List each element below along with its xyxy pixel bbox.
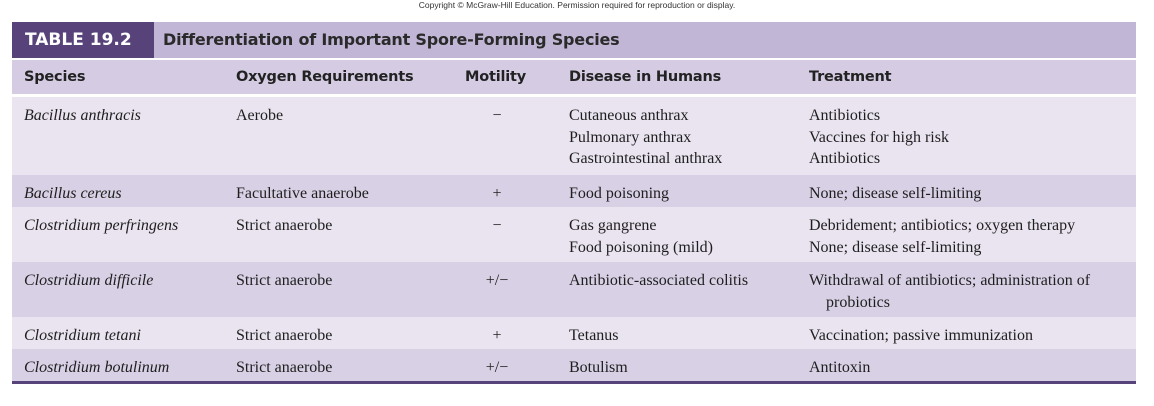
table-row: [12, 97, 1136, 175]
cell-disease: [569, 105, 722, 170]
cell-line: Withdrawal of antibiotics; administration of: [809, 272, 1091, 289]
table-row: [12, 262, 1136, 317]
cell-oxygen: Strict anaerobe: [236, 327, 333, 344]
table-row: [12, 349, 1136, 381]
cell-oxygen: Strict anaerobe: [236, 217, 333, 234]
cell-line: Food poisoning (mild): [569, 238, 714, 256]
cell-motility: +/−: [485, 272, 509, 289]
cell-motility: +: [492, 327, 502, 344]
copyright-notice: Copyright © McGraw-Hill Education. Permission required for reproduction or display.: [418, 0, 736, 10]
cell-motility: −: [492, 217, 502, 234]
cell-line: Antibiotics: [809, 107, 881, 124]
cell-motility: +/−: [485, 359, 509, 376]
table-number: TABLE 19.2: [12, 22, 154, 58]
cell-line: Cutaneous anthrax: [569, 107, 689, 124]
table-header-row: [12, 60, 1136, 97]
cell-treatment: [809, 183, 981, 205]
cell-treatment: [809, 270, 1090, 313]
cell-line: None; disease self-limiting: [809, 238, 982, 256]
cell-line: Vaccines for high risk: [809, 128, 949, 146]
cell-oxygen: Facultative anaerobe: [236, 185, 369, 202]
cell-oxygen: Strict anaerobe: [236, 359, 333, 376]
table-title: Differentiation of Important Spore-Forming Species: [163, 30, 620, 49]
cell-species: Bacillus cereus: [24, 185, 122, 202]
cell-line: Antibiotics: [809, 150, 881, 167]
cell-line: probiotics: [826, 293, 890, 311]
cell-oxygen: Aerobe: [236, 107, 284, 124]
table-title-bar: [12, 22, 1136, 58]
cell-motility: +: [492, 185, 502, 202]
header-motility: Motility: [465, 69, 527, 85]
table-row: [12, 317, 1136, 349]
table-body: [12, 97, 1136, 381]
table-bottom-rule: [12, 381, 1136, 384]
cell-treatment: [809, 357, 870, 379]
header-oxygen: Oxygen Requirements: [236, 69, 414, 85]
cell-species: Clostridium botulinum: [24, 359, 170, 376]
cell-oxygen: Strict anaerobe: [236, 272, 333, 289]
cell-disease: [569, 183, 669, 205]
cell-line: Gastrointestinal anthrax: [569, 150, 723, 167]
cell-disease: [569, 357, 628, 379]
cell-treatment: [809, 215, 1075, 258]
data-table: [12, 22, 1136, 384]
header-treatment: Treatment: [809, 69, 892, 85]
cell-treatment: [809, 325, 1033, 347]
table-row: [12, 207, 1136, 262]
cell-species: Clostridium tetani: [24, 327, 141, 344]
cell-line: Food poisoning: [569, 185, 670, 202]
cell-disease: [569, 270, 748, 292]
cell-line: Debridement; antibiotics; oxygen therapy: [809, 217, 1076, 234]
cell-treatment: [809, 105, 949, 170]
cell-line: Antitoxin: [809, 359, 871, 376]
cell-species: Clostridium difficile: [24, 272, 154, 289]
cell-motility: −: [492, 107, 502, 124]
cell-disease: [569, 215, 713, 258]
cell-species: Bacillus anthracis: [24, 107, 141, 124]
cell-line: Botulism: [569, 359, 628, 376]
cell-species: Clostridium perfringens: [24, 217, 179, 234]
cell-line: Gas gangrene: [569, 217, 657, 234]
cell-line: Vaccination; passive immunization: [809, 327, 1033, 344]
cell-line: Pulmonary anthrax: [569, 128, 692, 146]
cell-line: Antibiotic-associated colitis: [569, 272, 749, 289]
header-species: Species: [24, 69, 86, 85]
header-disease: Disease in Humans: [569, 69, 722, 85]
table-row: [12, 175, 1136, 207]
cell-line: None; disease self-limiting: [809, 185, 982, 202]
cell-disease: [569, 325, 619, 347]
cell-line: Tetanus: [569, 327, 619, 344]
